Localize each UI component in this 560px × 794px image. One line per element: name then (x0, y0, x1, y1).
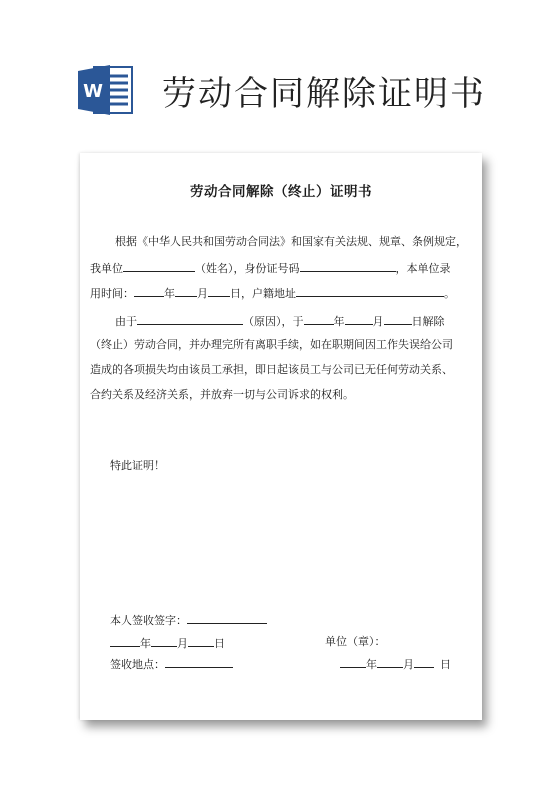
unit-day-blank[interactable] (414, 656, 434, 668)
sign-month-blank[interactable] (151, 635, 177, 647)
p1-line-1: 根据《中华人民共和国劳动合同法》和国家有关法规、规章、条例规定， (115, 235, 467, 248)
hire-month-blank[interactable] (175, 285, 197, 297)
sign-day-blank[interactable] (188, 635, 214, 647)
hire-year-blank[interactable] (134, 285, 164, 297)
end-day-blank[interactable] (384, 313, 412, 325)
p1-line-2: 我单位 （姓名），身份证号码 ，本单位录 (90, 262, 451, 275)
employee-date-line: 年 月 日 (110, 635, 225, 651)
header (0, 0, 560, 150)
place-line: 签收地点： (110, 656, 233, 672)
document-page (80, 153, 482, 720)
p2-line-4: 合约关系及经济关系，并放弃一切与公司诉求的权利。 (90, 388, 354, 401)
svg-text:W: W (83, 81, 103, 102)
p1-line-3: 用时间： 年 月 日，户籍地址 。 (90, 287, 455, 300)
signature-line: 本人签收签字： (110, 612, 267, 628)
place-blank[interactable] (165, 656, 233, 668)
certify-text: 特此证明！ (110, 459, 165, 472)
reason-blank[interactable] (137, 313, 243, 325)
sign-year-blank[interactable] (110, 635, 140, 647)
p2-line-3: 造成的各项损失均由该员工承担，即日起该员工与公司已无任何劳动关系、 (90, 363, 453, 376)
id-number-blank[interactable] (300, 260, 396, 272)
signature-blank[interactable] (187, 612, 267, 624)
end-year-blank[interactable] (304, 313, 334, 325)
p2-line-1: 由于 （原因），于 年 月 日解除 (115, 315, 445, 328)
unit-date-line: 年 月 日 (340, 656, 451, 672)
end-month-blank[interactable] (345, 313, 373, 325)
unit-month-blank[interactable] (377, 656, 403, 668)
p2-line-2: （终止）劳动合同，并办理完所有离职手续，如在职期间因工作失误给公司 (90, 338, 453, 351)
address-blank[interactable] (296, 285, 444, 297)
unit-seal-line: 单位（章）： (325, 635, 386, 648)
name-blank[interactable] (123, 260, 195, 272)
header-title: 劳动合同解除证明书 (162, 74, 486, 114)
hire-day-blank[interactable] (208, 285, 230, 297)
unit-year-blank[interactable] (340, 656, 366, 668)
word-document-icon (76, 64, 136, 116)
document-title: 劳动合同解除（终止）证明书 (190, 184, 372, 200)
